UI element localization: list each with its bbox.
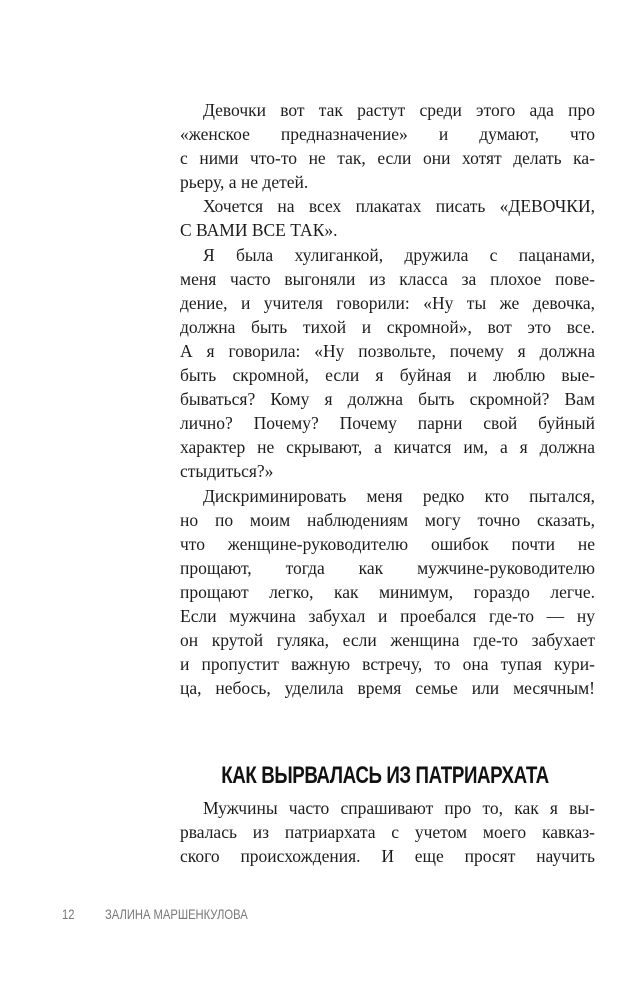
section-heading: КАК ВЫРВАЛАСЬ ИЗ ПАТРИАРХАТА	[221, 762, 549, 789]
text-line: быть скромной, если я буйная и люблю вые-	[180, 365, 595, 386]
text-line: рьеру, а не детей.	[180, 172, 309, 193]
body-text	[180, 98, 595, 700]
text-line: характер не скрывают, а кичатся им, а я должна	[180, 437, 595, 458]
text-line: бываться? Кому я должна быть скромной? Вам	[180, 389, 595, 410]
text-line: Хочется на всех плакатах писать «ДЕВОЧКИ,	[203, 196, 595, 217]
text-line: должна быть тихой и скромной», вот это все.	[180, 316, 595, 337]
text-line: Мужчины часто спрашивают про то, как я вы-	[203, 798, 595, 818]
text-line: стыдиться?»	[180, 461, 274, 482]
text-line: он крутой гуляка, если женщина где-то забухает	[180, 630, 595, 651]
text-line: ского происхождения. И еще просят научить	[180, 846, 595, 867]
text-line: А я говорила: «Ну позвольте, почему я должна	[180, 340, 595, 361]
text-line: Если мужчина забухал и проебался где-то — ну	[180, 605, 595, 626]
text-line: Девочки вот так растут среди этого ада про	[203, 100, 595, 120]
text-line: меня часто выгоняли из класса за плохое пове-	[180, 268, 595, 289]
text-line: дение, и учителя говорили: «Ну ты же девочка,	[180, 292, 595, 313]
text-line: но по моим наблюдениям могу точно сказать,	[180, 509, 595, 530]
text-line: что женщине-руководителю ошибок почти не	[180, 533, 595, 554]
text-line: лично? Почему? Почему парни свой буйный	[180, 413, 595, 434]
text-line: «женское предназначение» и думают, что	[180, 124, 595, 145]
running-footer-author: ЗАЛИНА МАРШЕНКУЛОВА	[105, 906, 248, 922]
text-line: и пропустит важную встречу, то она тупая кури-	[180, 654, 595, 675]
text-line: прощают легко, как минимум, гораздо легче.	[180, 581, 595, 602]
text-line: рвалась из патриархата с учетом моего кавказ-	[180, 822, 595, 843]
text-line: ца, небось, уделила время семье или месячным!	[180, 678, 595, 699]
text-line: прощают, тогда как мужчине-руководителю	[180, 557, 595, 578]
page-number: 12	[62, 906, 75, 922]
text-line: Дискриминировать меня редко кто пытался,	[203, 485, 595, 506]
section-text	[180, 796, 595, 868]
text-line: с ними что-то не так, если они хотят делать ка-	[180, 148, 595, 169]
text-line: С ВАМИ ВСЕ ТАК».	[180, 220, 338, 241]
text-line: Я была хулиганкой, дружила с пацанами,	[203, 244, 595, 265]
